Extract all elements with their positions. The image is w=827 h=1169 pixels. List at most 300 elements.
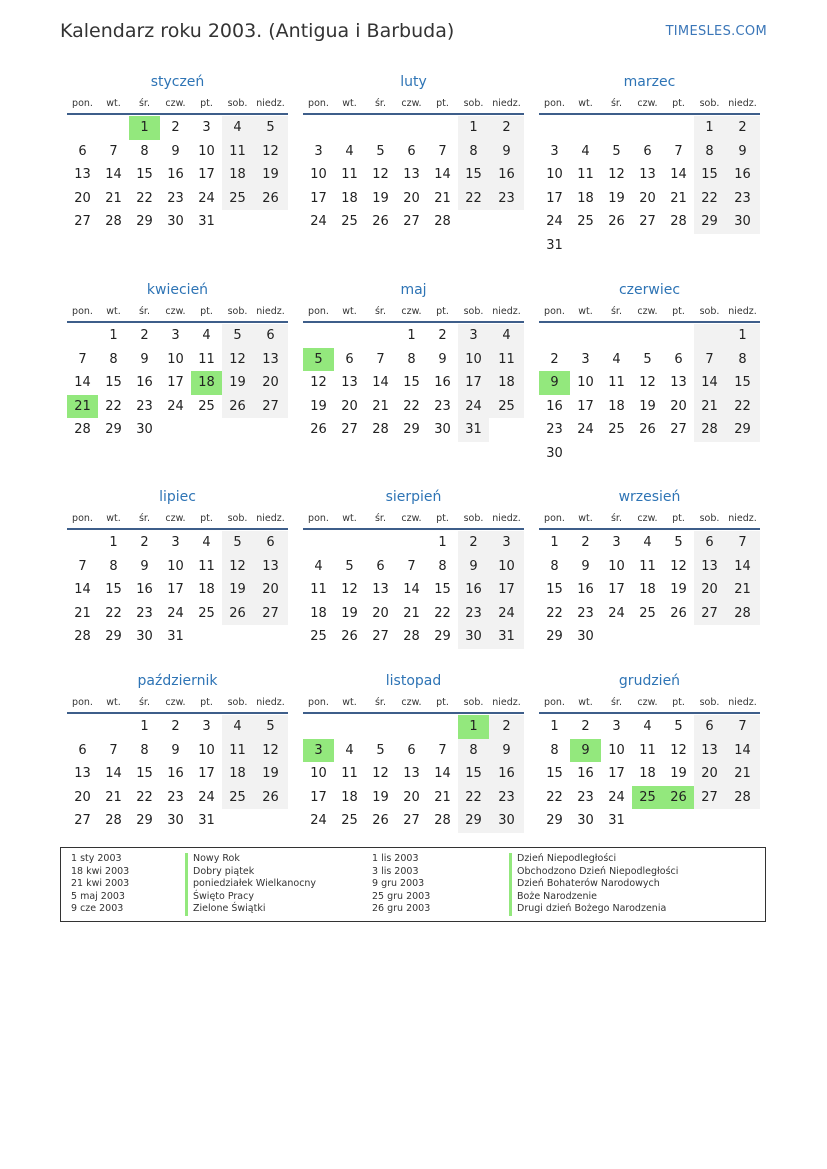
day-cell: 8 (407, 351, 416, 367)
month-title: marzec (623, 74, 676, 90)
day-cell: 3 (314, 143, 323, 159)
weekday-label: pon. (72, 306, 93, 317)
day-cell: 17 (198, 167, 215, 182)
header-divider (67, 321, 288, 323)
month-block (67, 281, 288, 442)
day-cell: 26 (253, 786, 288, 810)
day-cell: 14 (74, 582, 91, 597)
weekday-label: wt. (342, 513, 357, 524)
day-cell: 11 (341, 766, 358, 781)
day-cell: 30 (577, 813, 594, 828)
weekday-label: pt. (672, 306, 685, 317)
day-cell: 14 (74, 375, 91, 390)
day-cell: 30 (725, 210, 760, 234)
weekday-label: pt. (200, 513, 213, 524)
weekday-label: sob. (227, 513, 248, 524)
weekday-label: pon. (308, 513, 329, 524)
day-cell: 16 (546, 398, 563, 414)
day-cell: 22 (403, 398, 420, 414)
day-cell: 10 (198, 143, 215, 159)
day-cell: 15 (434, 582, 451, 597)
weekday-label: śr. (138, 697, 150, 708)
day-cell: 19 (639, 398, 656, 414)
day-cell: 30 (546, 445, 563, 461)
day-cell: 12 (253, 140, 288, 164)
day-cell: 12 (372, 167, 389, 182)
header-divider (303, 113, 524, 115)
holiday-day-cell: 3 (303, 739, 334, 763)
weekday-header (539, 97, 760, 111)
day-cell: 27 (694, 602, 725, 626)
day-cell: 9 (489, 739, 524, 763)
day-cell: 2 (489, 715, 524, 739)
day-cell: 5 (376, 143, 385, 159)
day-cell: 13 (253, 555, 288, 579)
day-cell: 30 (136, 422, 153, 437)
weekday-label: śr. (374, 98, 386, 109)
day-cell: 20 (341, 398, 358, 414)
day-cell: 19 (222, 371, 253, 395)
day-cell: 8 (550, 558, 559, 574)
weekday-header (539, 696, 760, 710)
day-cell: 6 (253, 324, 288, 348)
day-cell: 25 (577, 214, 594, 229)
empty-cell (663, 116, 694, 140)
empty-cell (365, 324, 396, 348)
day-cell: 18 (639, 582, 656, 597)
holiday-day-cell: 26 (663, 786, 694, 810)
day-cell: 28 (434, 813, 451, 828)
day-cell: 9 (140, 558, 149, 574)
day-cell: 15 (458, 762, 489, 786)
day-cell: 3 (612, 535, 621, 550)
day-cell: 16 (167, 766, 184, 781)
day-cell: 4 (581, 143, 590, 159)
day-cell: 8 (109, 558, 118, 574)
day-cell: 30 (458, 625, 489, 649)
day-cell: 25 (198, 398, 215, 414)
day-cell: 24 (489, 602, 524, 626)
day-cell: 18 (310, 605, 327, 621)
day-cell: 13 (74, 167, 91, 182)
month-title: luty (400, 74, 427, 90)
day-cell: 9 (458, 555, 489, 579)
holiday-day-cell: 9 (570, 739, 601, 763)
day-cell: 12 (372, 766, 389, 781)
day-cell: 12 (608, 167, 625, 182)
day-cell: 13 (694, 739, 725, 763)
day-cell: 1 (550, 719, 559, 734)
day-cell: 7 (725, 531, 760, 555)
day-grid (67, 324, 288, 442)
day-cell: 20 (694, 762, 725, 786)
weekday-label: sob. (699, 98, 720, 109)
day-cell: 19 (670, 582, 687, 597)
empty-cell (303, 324, 334, 348)
day-cell: 23 (489, 187, 524, 211)
weekday-label: czw. (165, 697, 186, 708)
weekday-header (539, 512, 760, 526)
day-cell: 24 (458, 395, 489, 419)
day-cell: 7 (407, 558, 416, 574)
weekday-label: czw. (165, 98, 186, 109)
weekday-label: sob. (463, 513, 484, 524)
day-cell: 6 (674, 351, 683, 367)
weekday-label: czw. (401, 513, 422, 524)
day-cell: 29 (725, 418, 760, 442)
day-cell: 19 (310, 398, 327, 414)
weekday-label: śr. (610, 697, 622, 708)
day-cell: 10 (608, 742, 625, 758)
day-cell: 27 (694, 786, 725, 810)
day-cell: 20 (74, 789, 91, 805)
day-cell: 11 (222, 140, 253, 164)
day-cell: 3 (581, 351, 590, 367)
weekday-label: wt. (106, 98, 121, 109)
weekday-label: niedz. (728, 98, 757, 109)
legend-right-dates (372, 853, 430, 916)
day-cell: 16 (434, 375, 451, 390)
empty-cell (334, 531, 365, 555)
day-cell: 23 (167, 789, 184, 805)
day-cell: 25 (341, 813, 358, 828)
empty-cell (396, 715, 427, 739)
day-cell: 13 (639, 167, 656, 182)
day-grid (539, 715, 760, 833)
legend-left-dates (71, 853, 129, 916)
day-cell: 21 (434, 789, 451, 805)
day-cell: 24 (310, 214, 327, 229)
empty-cell (570, 116, 601, 140)
day-cell: 12 (670, 742, 687, 758)
header-divider (539, 321, 760, 323)
day-cell: 17 (310, 789, 327, 805)
day-cell: 24 (198, 789, 215, 805)
day-cell: 29 (403, 422, 420, 437)
day-cell: 21 (694, 395, 725, 419)
month-title: styczeń (150, 74, 205, 90)
day-cell: 8 (438, 558, 447, 574)
day-cell: 3 (458, 324, 489, 348)
weekday-label: czw. (165, 513, 186, 524)
day-cell: 18 (341, 789, 358, 805)
day-cell: 8 (725, 348, 760, 372)
day-cell: 22 (136, 789, 153, 805)
weekday-label: śr. (138, 513, 150, 524)
weekday-label: niedz. (492, 513, 521, 524)
day-cell: 6 (376, 558, 385, 574)
weekday-label: pt. (200, 306, 213, 317)
day-cell: 24 (546, 214, 563, 229)
weekday-header (539, 305, 760, 319)
day-cell: 14 (105, 167, 122, 182)
weekday-label: czw. (637, 697, 658, 708)
day-cell: 27 (372, 629, 389, 644)
month-title: październik (137, 673, 218, 689)
month-block (539, 488, 760, 649)
empty-cell (303, 715, 334, 739)
day-cell: 14 (725, 555, 760, 579)
header-divider (303, 321, 524, 323)
day-cell: 7 (376, 351, 385, 367)
day-grid (539, 116, 760, 257)
legend-holiday-name: Drugi dzień Bożego Narodzenia (509, 903, 678, 916)
weekday-label: pon. (72, 513, 93, 524)
day-cell: 28 (372, 422, 389, 437)
day-cell: 5 (643, 351, 652, 367)
day-cell: 4 (489, 324, 524, 348)
day-cell: 3 (202, 120, 211, 135)
day-cell: 28 (74, 629, 91, 644)
day-cell: 11 (222, 739, 253, 763)
day-cell: 10 (546, 167, 563, 182)
day-cell: 19 (253, 762, 288, 786)
day-cell: 13 (403, 167, 420, 182)
header-divider (67, 712, 288, 714)
day-cell: 26 (372, 813, 389, 828)
weekday-header (67, 696, 288, 710)
day-cell: 11 (639, 742, 656, 758)
day-cell: 4 (222, 116, 253, 140)
day-cell: 13 (403, 766, 420, 781)
weekday-label: wt. (342, 306, 357, 317)
weekday-label: pt. (436, 697, 449, 708)
day-cell: 3 (171, 328, 180, 343)
day-cell: 12 (310, 375, 327, 390)
day-cell: 29 (546, 813, 563, 828)
day-cell: 6 (78, 143, 87, 159)
day-cell: 9 (171, 742, 180, 758)
weekday-label: sob. (699, 697, 720, 708)
page-title: Kalendarz roku 2003. (Antigua i Barbuda) (60, 20, 455, 42)
weekday-label: niedz. (728, 697, 757, 708)
day-cell: 4 (643, 535, 652, 550)
day-cell: 8 (140, 143, 149, 159)
weekday-label: niedz. (256, 306, 285, 317)
day-cell: 15 (458, 163, 489, 187)
legend-date: 1 lis 2003 (372, 853, 419, 864)
month-block (539, 281, 760, 465)
legend-holiday-name: Dobry piątek (185, 866, 316, 879)
day-cell: 7 (78, 558, 87, 574)
day-cell: 25 (222, 786, 253, 810)
day-cell: 1 (140, 719, 149, 734)
month-block (67, 73, 288, 234)
day-cell: 17 (310, 190, 327, 206)
day-cell: 15 (725, 371, 760, 395)
day-cell: 27 (670, 422, 687, 437)
day-cell: 17 (167, 375, 184, 390)
day-cell: 30 (167, 214, 184, 229)
empty-cell (334, 715, 365, 739)
weekday-label: niedz. (492, 98, 521, 109)
empty-cell (67, 324, 98, 348)
day-cell: 26 (608, 214, 625, 229)
month-title: grudzień (618, 673, 681, 689)
header-divider (539, 712, 760, 714)
holiday-day-cell: 1 (458, 715, 489, 739)
day-cell: 27 (253, 602, 288, 626)
day-cell: 15 (403, 375, 420, 390)
day-cell: 5 (376, 742, 385, 758)
empty-cell (632, 324, 663, 348)
day-cell: 21 (434, 190, 451, 206)
day-cell: 10 (167, 558, 184, 574)
day-cell: 22 (136, 190, 153, 206)
day-grid (539, 324, 760, 465)
day-cell: 16 (725, 163, 760, 187)
day-cell: 28 (105, 813, 122, 828)
day-cell: 28 (403, 629, 420, 644)
day-cell: 11 (639, 558, 656, 574)
day-cell: 10 (458, 348, 489, 372)
day-cell: 14 (725, 739, 760, 763)
day-cell: 2 (171, 120, 180, 135)
empty-cell (396, 116, 427, 140)
empty-cell (365, 116, 396, 140)
empty-cell (427, 116, 458, 140)
weekday-label: śr. (610, 513, 622, 524)
weekday-label: pt. (436, 306, 449, 317)
weekday-label: niedz. (728, 306, 757, 317)
day-cell: 27 (403, 813, 420, 828)
empty-cell (67, 715, 98, 739)
day-cell: 21 (670, 190, 687, 206)
day-cell: 24 (608, 789, 625, 805)
empty-cell (67, 116, 98, 140)
month-title: wrzesień (618, 489, 681, 505)
day-cell: 4 (345, 143, 354, 159)
day-cell: 21 (105, 190, 122, 206)
weekday-label: czw. (637, 513, 658, 524)
day-cell: 25 (608, 422, 625, 437)
day-cell: 26 (310, 422, 327, 437)
day-cell: 21 (372, 398, 389, 414)
day-cell: 6 (694, 531, 725, 555)
day-cell: 7 (694, 348, 725, 372)
day-cell: 11 (310, 582, 327, 597)
day-cell: 15 (136, 766, 153, 781)
day-cell: 20 (639, 190, 656, 206)
day-grid (67, 531, 288, 649)
day-cell: 29 (434, 629, 451, 644)
day-cell: 15 (546, 582, 563, 597)
weekday-label: śr. (610, 98, 622, 109)
header-divider (539, 113, 760, 115)
day-cell: 2 (725, 116, 760, 140)
weekday-label: pon. (544, 98, 565, 109)
day-cell: 2 (140, 328, 149, 343)
weekday-label: niedz. (728, 513, 757, 524)
day-cell: 25 (310, 629, 327, 644)
day-cell: 22 (458, 187, 489, 211)
holiday-day-cell: 5 (303, 348, 334, 372)
day-cell: 23 (725, 187, 760, 211)
weekday-label: wt. (578, 697, 593, 708)
day-cell: 1 (109, 328, 118, 343)
day-cell: 14 (670, 167, 687, 182)
weekday-label: sob. (463, 306, 484, 317)
day-cell: 22 (105, 398, 122, 414)
weekday-label: czw. (401, 697, 422, 708)
brand-link[interactable]: TIMESLES.COM (665, 24, 767, 39)
day-cell: 10 (167, 351, 184, 367)
weekday-label: pt. (200, 98, 213, 109)
weekday-label: czw. (637, 98, 658, 109)
day-cell: 17 (198, 766, 215, 781)
weekday-header (303, 696, 524, 710)
day-cell: 27 (74, 214, 91, 229)
day-cell: 7 (438, 143, 447, 159)
day-cell: 29 (136, 214, 153, 229)
weekday-label: śr. (610, 306, 622, 317)
day-cell: 26 (222, 602, 253, 626)
weekday-header (67, 512, 288, 526)
day-cell: 10 (310, 167, 327, 182)
header-divider (67, 113, 288, 115)
day-cell: 13 (253, 348, 288, 372)
day-cell: 20 (253, 371, 288, 395)
day-cell: 24 (608, 605, 625, 621)
day-cell: 24 (198, 190, 215, 206)
day-cell: 23 (136, 398, 153, 414)
day-cell: 21 (725, 762, 760, 786)
day-cell: 20 (670, 398, 687, 414)
day-cell: 9 (489, 140, 524, 164)
day-cell: 25 (489, 395, 524, 419)
weekday-label: śr. (374, 513, 386, 524)
day-cell: 27 (253, 395, 288, 419)
day-cell: 6 (253, 531, 288, 555)
day-grid (303, 116, 524, 234)
holiday-day-cell: 21 (67, 395, 98, 419)
header-divider (539, 528, 760, 530)
day-cell: 30 (434, 422, 451, 437)
day-cell: 26 (372, 214, 389, 229)
day-cell: 19 (253, 163, 288, 187)
month-block (539, 672, 760, 833)
weekday-label: pt. (672, 513, 685, 524)
day-cell: 31 (608, 813, 625, 828)
day-cell: 19 (608, 190, 625, 206)
day-cell: 4 (345, 742, 354, 758)
day-cell: 19 (341, 605, 358, 621)
day-cell: 17 (167, 582, 184, 597)
weekday-label: niedz. (256, 513, 285, 524)
weekday-label: niedz. (492, 697, 521, 708)
day-cell: 20 (74, 190, 91, 206)
day-cell: 18 (639, 766, 656, 781)
day-cell: 22 (546, 789, 563, 805)
holiday-day-cell: 9 (539, 371, 570, 395)
day-cell: 15 (136, 167, 153, 182)
day-cell: 13 (74, 766, 91, 781)
day-grid (303, 715, 524, 833)
day-cell: 21 (105, 789, 122, 805)
legend-date: 26 gru 2003 (372, 903, 431, 914)
day-cell: 15 (105, 375, 122, 390)
day-cell: 20 (253, 578, 288, 602)
month-title: kwiecień (146, 282, 209, 298)
day-cell: 23 (136, 605, 153, 621)
day-cell: 8 (694, 140, 725, 164)
day-cell: 16 (577, 582, 594, 597)
day-cell: 20 (372, 605, 389, 621)
day-cell: 25 (198, 605, 215, 621)
legend-date: 9 gru 2003 (372, 878, 425, 889)
month-block (539, 73, 760, 257)
month-title: lipiec (159, 489, 196, 505)
